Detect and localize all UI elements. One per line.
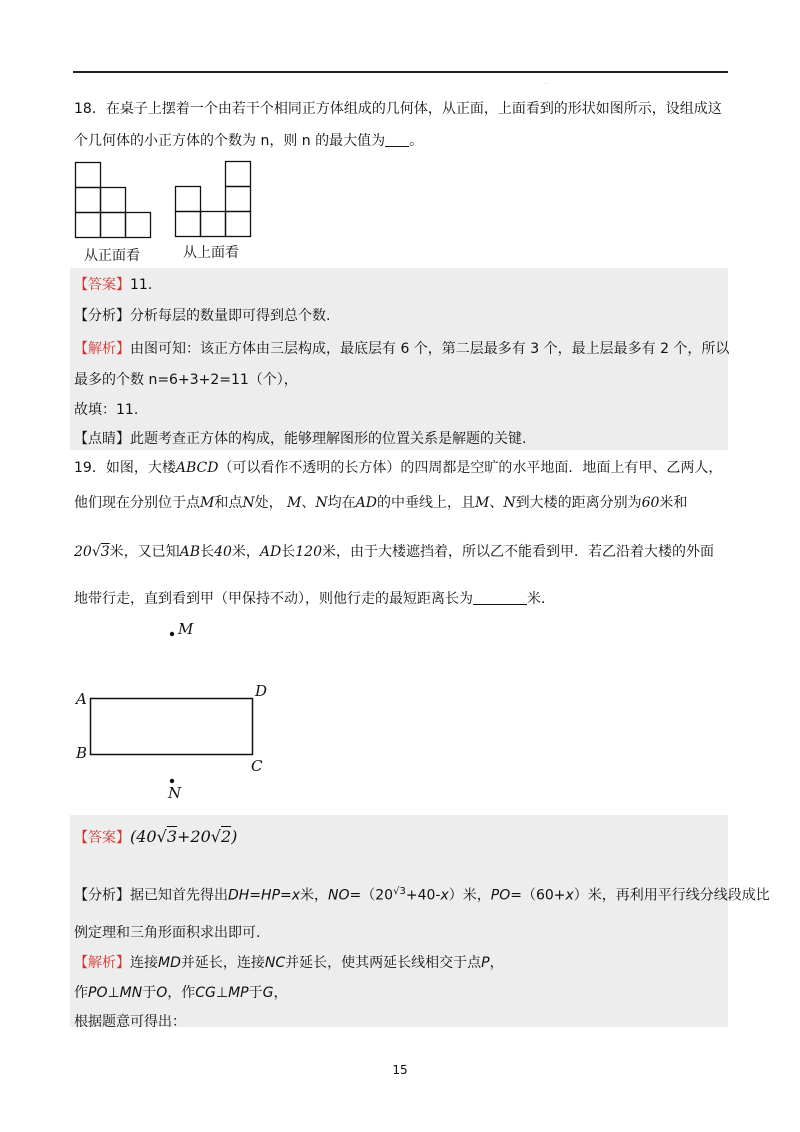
point-a-label: A — [76, 690, 87, 708]
point-m-label: M — [178, 620, 194, 638]
q18-answer-block — [70, 268, 728, 450]
header-mark: . — [545, 79, 547, 86]
q19-solution3: 根据题意可得出： — [74, 1014, 186, 1030]
q18-solution2: 最多的个数 n=6+3+2=11（个）， — [74, 372, 298, 388]
point-n-label: N — [168, 784, 182, 802]
building-rect — [91, 699, 253, 755]
point-b-label: B — [76, 744, 88, 762]
q18-answer: 【答案】11. — [74, 277, 153, 293]
q19-solution2: 作PO⊥MN于O，作CG⊥MP于G， — [74, 985, 288, 1001]
front-view-figure — [75, 162, 151, 238]
q19-solution1: 【解析】连接MD并延长，连接NC并延长，使其两延长线相交于点P， — [74, 955, 504, 971]
q19-line1: 19．如图，大楼ABCD（可以看作不透明的长方体）的四周都是空旷的水平地面．地面上有甲、乙两人， — [74, 460, 723, 476]
point-c-label: C — [251, 757, 263, 775]
q18-analysis: 【分析】分析每层的数量即可得到总个数. — [74, 308, 331, 324]
q18-solution1: 【解析】由图可知：该正方体由三层构成，最底层有 6 个，第二层最多有 3 个，最上层最多有 2 个，所以 — [74, 341, 730, 357]
building-diagram — [90, 630, 263, 790]
q19-answer: 【答案】(40√3+20√2) — [74, 827, 238, 846]
q19-line3: 20√3米，又已知AB长40米，AD长120米，由于大楼遮挡着，所以乙不能看到甲．若乙沿着大楼的外面 — [74, 544, 714, 560]
caption-front-view: 从正面看 — [84, 248, 140, 264]
q18-line1: 18．在桌子上摆着一个由若干个相同正方体组成的几何体，从正面，上面看到的形状如图所示，设组成这 — [74, 101, 722, 117]
q18-comment: 【点睛】此题考查正方体的构成，能够理解图形的位置关系是解题的关键. — [74, 431, 527, 447]
q19-line2: 他们现在分别位于点M和点N处， M、N均在AD的中垂线上，且M、N到大楼的距离分别为60米和 — [74, 495, 688, 511]
q18-fill: 故填：11. — [74, 402, 139, 418]
point-n-dot — [170, 779, 174, 783]
top-view-figure — [175, 161, 251, 238]
answer-blank — [385, 132, 409, 147]
q19-line4: 地带行走，直到看到甲（甲保持不动），则他行走的最短距离长为 米． — [74, 591, 555, 607]
page-number: 15 — [392, 1063, 408, 1077]
q18-line2: 个几何体的小正方体的个数为 n，则 n 的最大值为 。 — [74, 133, 424, 149]
answer-blank — [473, 590, 527, 605]
header-rule — [73, 71, 728, 73]
point-m-dot — [170, 632, 174, 636]
point-d-label: D — [255, 682, 268, 700]
q19-analysis-line2: 例定理和三角形面积求出即可. — [74, 925, 261, 941]
q19-analysis: 【分析】据已知首先得出DH=HP=x米，$NO=(20^{√3}+40-x)$米，PO=（60+x）米，再利用平行线分线段成比 — [74, 886, 770, 904]
caption-top-view: 从上面看 — [183, 245, 239, 261]
